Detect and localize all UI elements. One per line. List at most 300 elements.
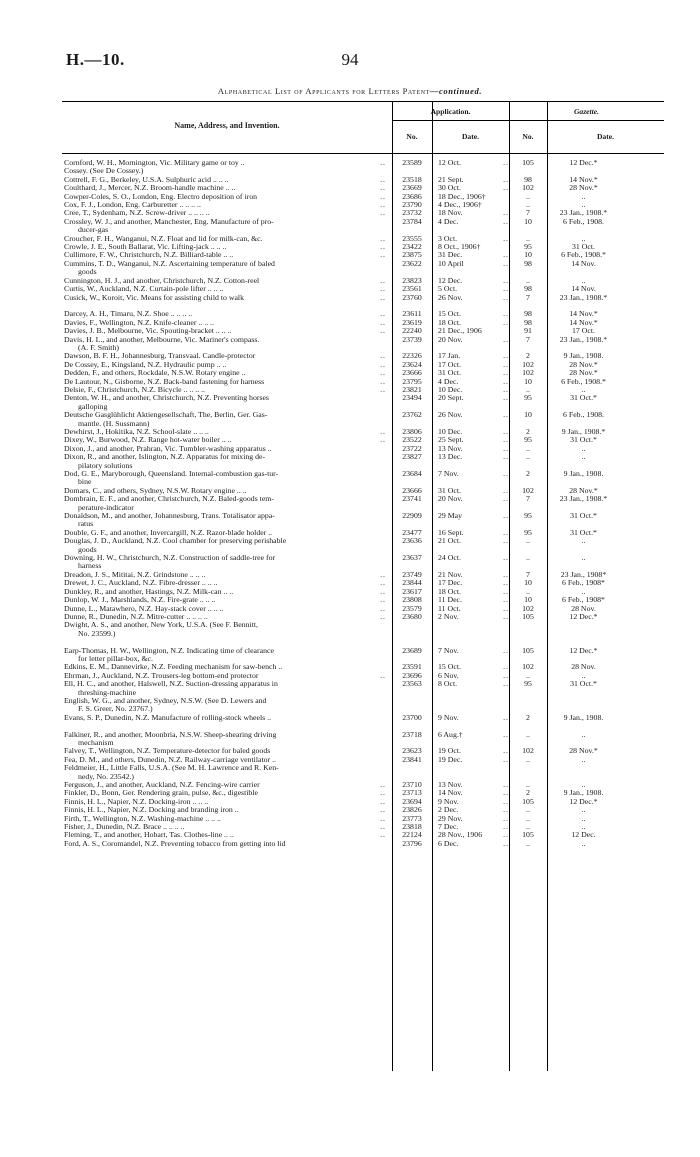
- application-date: 3 Oct.: [438, 233, 458, 243]
- applicant-entry: Dewhirst, J., Hokitika, N.Z. School-slate .. .. ..: [64, 426, 209, 436]
- application-date-cell: [432, 697, 509, 714]
- applicant-entry-continued: pilatory solutions: [78, 460, 133, 470]
- applicant-entry-continued: goods: [78, 544, 97, 554]
- application-no: [392, 764, 432, 781]
- application-no: 22124: [402, 830, 422, 840]
- application-date-cell: [432, 495, 509, 512]
- gazette-date: 23 Jan., 1908.*: [559, 494, 608, 504]
- applicant-entry: Cornford, W. H., Mornington, Vic. Military game or toy ..: [64, 158, 245, 167]
- application-date: 7 Nov.: [438, 645, 459, 655]
- leader-dots: ..: [380, 183, 386, 193]
- table-row: [62, 294, 664, 302]
- application-no: 23749: [402, 569, 422, 579]
- gazette-date: ..: [581, 729, 586, 739]
- applicant-entry: Dedden, F., and others, Rockdale, N.S.W. Rotary engine ..: [64, 368, 246, 378]
- applicant-entry-continued: No. 23599.): [78, 628, 116, 638]
- leader-dots: ..: [380, 242, 386, 252]
- leader-dots: ..: [380, 670, 386, 680]
- applicant-entry: Finnis, H. L., Napier, N.Z. Docking and branding iron ..: [64, 805, 239, 815]
- application-date: 21 Oct.: [438, 536, 461, 546]
- leader-dots: ..: [503, 603, 509, 613]
- gazette-no: 98: [524, 258, 532, 268]
- application-date-cell: [432, 680, 509, 697]
- application-date: 10 April: [438, 258, 464, 268]
- gazette-date: 9 Jan., 1908.: [563, 351, 604, 361]
- gazette-date: 28 Nov.*: [569, 746, 598, 756]
- applicant-entry: Earp-Thomas, H. W., Wellington, N.Z. Indicating time of clearance: [64, 645, 274, 655]
- name-column-header: Name, Address, and Invention.: [174, 121, 280, 130]
- applicant-entry: Fea, D. M., and others, Dunedin, N.Z. Railway-carriage ventilator ..: [64, 754, 276, 764]
- name-cell: [62, 218, 392, 235]
- application-no: 23700: [402, 712, 422, 722]
- applicant-entry-continued: perature-indicator: [78, 502, 134, 512]
- gazette-date: 6 Feb., 1908.*: [561, 250, 606, 260]
- application-no: 23710: [402, 780, 422, 790]
- applicant-entry: Dixey, W., Burwood, N.Z. Range hot-water boiler .. ..: [64, 435, 232, 445]
- leader-dots: ..: [503, 712, 509, 722]
- name-cell: [62, 554, 392, 571]
- application-no: 23617: [402, 586, 422, 596]
- applicant-entry: Fisher, J., Dunedin, N.Z. Brace .. .. .. ..: [64, 822, 185, 832]
- gazette-no: ..: [526, 822, 530, 832]
- application-date: 19 Dec.: [438, 754, 463, 764]
- gazette-no: 98: [524, 284, 532, 294]
- applicant-entry: Croucher, F. H., Wanganui, N.Z. Float and lid for milk-can, &c.: [64, 233, 263, 243]
- leader-dots: ..: [503, 410, 509, 420]
- name-cell: [62, 495, 392, 512]
- gazette-date: ..: [581, 780, 586, 790]
- leader-dots: ..: [380, 250, 386, 260]
- application-date: 7 Nov.: [438, 469, 459, 479]
- application-no: 23718: [402, 729, 422, 739]
- name-cell: [62, 840, 392, 848]
- application-date: 26 Nov.: [438, 292, 463, 302]
- applicant-entry: Denton, W. H., and another, Christchurch, N.Z. Preventing horses: [64, 393, 269, 403]
- gazette-date: ..: [581, 822, 586, 832]
- applicant-entry: Ell, H. C., and another, Halswell, N.Z. Suction-dressing apparatus in: [64, 679, 278, 689]
- applicant-entry: Davis, H. L., and another, Melbourne, Vic. Mariner's compass.: [64, 334, 260, 344]
- leader-dots: ..: [503, 292, 509, 302]
- name-cell: [62, 453, 392, 470]
- gazette-no: 2: [526, 469, 530, 479]
- application-no: 23790: [402, 200, 422, 210]
- application-no: 23739: [402, 334, 422, 344]
- application-no: 23823: [402, 275, 422, 285]
- gazette-no: 10: [524, 250, 532, 260]
- gazette-date: 23 Jan., 1908.*: [559, 208, 608, 218]
- table-row: [62, 218, 664, 235]
- leader-dots: ..: [503, 469, 509, 479]
- table-row: [62, 680, 664, 697]
- leader-dots: ..: [503, 309, 509, 319]
- application-date: 30 Oct.: [438, 183, 461, 193]
- gazette-date: ..: [581, 200, 586, 210]
- name-cell: [62, 512, 392, 529]
- application-date-cell: [432, 537, 509, 554]
- application-date: 21 Sept.: [438, 174, 464, 184]
- leader-dots: ..: [380, 309, 386, 319]
- leader-dots: ..: [503, 233, 509, 243]
- gazette-date: ..: [581, 838, 586, 848]
- gazette-date: ..: [581, 754, 586, 764]
- leader-dots: ..: [503, 788, 509, 798]
- application-date-cell: [432, 764, 509, 781]
- gazette-date: 31 Oct.*: [570, 435, 597, 445]
- gazette-date: 6 Feb., 1908*: [562, 595, 605, 605]
- gazette-date: ..: [581, 805, 586, 815]
- application-date-cell: [432, 756, 509, 764]
- name-cell: [62, 764, 392, 781]
- gazette-date: ..: [581, 233, 586, 243]
- gazette-date: 31 Oct.*: [570, 511, 597, 521]
- leader-dots: ..: [503, 754, 509, 764]
- application-date: 2 Nov.: [438, 611, 459, 621]
- leader-dots: ..: [503, 258, 509, 268]
- application-no: 23669: [402, 183, 422, 193]
- gazette-no: ..: [526, 838, 530, 848]
- page-reference: H.—10.: [66, 50, 125, 69]
- gazette-no: 95: [524, 393, 532, 403]
- gazette-no: [509, 697, 547, 714]
- leader-dots: ..: [503, 384, 509, 394]
- application-no: 23732: [402, 208, 422, 218]
- name-cell: [62, 394, 392, 411]
- caption-text: Alphabetical List of Applicants for Letters Patent: [217, 86, 430, 96]
- application-no: 23422: [402, 242, 422, 252]
- leader-dots: ..: [503, 183, 509, 193]
- gazette-date: 9 Jan., 1908.: [563, 788, 604, 798]
- leader-dots: ..: [380, 780, 386, 790]
- leader-dots: ..: [503, 208, 509, 218]
- gazette-date: 14 Nov.*: [569, 317, 598, 327]
- leader-dots: ..: [503, 527, 509, 537]
- leader-dots: ..: [503, 595, 509, 605]
- applicant-entry: Dixon, J., and another, Prahran, Vic. Tumbler-washing apparatus ..: [64, 443, 272, 453]
- application-date-cell: [432, 260, 509, 277]
- gazette-no: 10: [524, 410, 532, 420]
- application-no: 22326: [402, 351, 422, 361]
- application-no: 23689: [402, 645, 422, 655]
- application-date: 18 Dec., 1906†: [438, 191, 486, 201]
- application-date: 20 Sept.: [438, 393, 464, 403]
- gazette-no: 7: [526, 292, 530, 302]
- gazette-date: 14 Nov.*: [569, 309, 598, 319]
- table-row: [62, 470, 664, 487]
- application-no: 23477: [402, 527, 422, 537]
- application-date: 17 Oct.: [438, 359, 461, 369]
- applicant-entry: Ford, A. S., Coromandel, N.Z. Preventing tobacco from getting into lid: [64, 838, 286, 848]
- table-row: [62, 453, 664, 470]
- applicant-entry: Finkler, D., Bonn, Ger. Rendering grain, pulse, &c., digestible: [64, 788, 258, 798]
- gazette-date: ..: [581, 275, 586, 285]
- applicant-entry: Douglas, J. D., Auckland, N.Z. Cool chamber for preserving perishable: [64, 536, 287, 546]
- application-date: [438, 621, 509, 638]
- name-cell: [62, 411, 392, 428]
- application-no: 23494: [402, 393, 422, 403]
- leader-dots: ..: [380, 376, 386, 386]
- gazette-no: [509, 621, 547, 638]
- application-date-cell: [432, 840, 509, 848]
- application-date: 17 Dec.: [438, 578, 463, 588]
- gazette-date: ..: [581, 384, 586, 394]
- gazette-no: 102: [522, 485, 534, 495]
- application-date-cell: [432, 554, 509, 571]
- leader-dots: ..: [380, 292, 386, 302]
- applicant-entry-continued: galloping: [78, 401, 108, 411]
- application-date: 24 Oct.: [438, 553, 461, 563]
- table-row: [62, 159, 664, 167]
- leader-dots: ..: [503, 494, 509, 504]
- gazette-no: 105: [522, 796, 534, 806]
- applicant-entry: Evans, S. P., Dunedin, N.Z. Manufacture of rolling-stock wheels ..: [64, 712, 272, 722]
- applicant-entry: Domars, C., and others, Sydney, N.S.W. Rotary engine .. ..: [64, 485, 247, 495]
- application-date-cell: [432, 394, 509, 411]
- application-no: [392, 697, 432, 714]
- leader-dots: ..: [503, 452, 509, 462]
- application-date-cell: [432, 470, 509, 487]
- applicant-entry: English, W. G., and another, Sydney, N.S.W. (See D. Lewers and: [64, 695, 267, 705]
- application-no: 23773: [402, 813, 422, 823]
- gazette-no: 102: [522, 183, 534, 193]
- application-date-cell: [432, 647, 509, 664]
- gazette-no: 98: [524, 309, 532, 319]
- application-date: 13 Nov.: [438, 443, 463, 453]
- applicant-entry: Cree, T., Sydenham, N.Z. Screw-driver .. .. .. ..: [64, 208, 210, 218]
- application-date-cell: [432, 411, 509, 428]
- gazette-date: 28 Nov.*: [569, 359, 598, 369]
- leader-dots: ..: [503, 813, 509, 823]
- leader-dots: ..: [503, 662, 509, 672]
- applicant-entry: Edkins, E. M., Dannevirke, N.Z. Feeding mechanism for saw-bench ..: [64, 662, 283, 672]
- applicant-entry: Falkiner, R., and another, Moonbria, N.S.W. Sheep-shearing driving: [64, 729, 277, 739]
- leader-dots: ..: [503, 511, 509, 521]
- applicant-entry: Deutsche Gasglühlicht Aktiengesellschaft, The, Berlin, Ger. Gas-: [64, 410, 268, 420]
- application-date-header: Date.: [461, 132, 480, 141]
- table-row: [62, 697, 664, 714]
- applicant-entry: Dunlop, W. J., Marshlands, N.Z. Fire-grate .. .. ..: [64, 595, 216, 605]
- applicant-entry: Cunnington, H. J., and another, Christchurch, N.Z. Cotton-reel: [64, 275, 260, 285]
- applicant-entry: Cowper-Coles, S. O., London, Eng. Electro deposition of iron: [64, 191, 258, 201]
- table-row: [62, 411, 664, 428]
- applicant-entry-continued: mechanism: [78, 737, 114, 747]
- application-date: 9 Nov.: [438, 796, 459, 806]
- application-date-cell: [432, 453, 509, 470]
- applicant-entry: De Lautour, N., Gisborne, N.Z. Back-band fastening for harness: [64, 376, 265, 386]
- gazette-no: 95: [524, 679, 532, 689]
- gazette-date: 28 Nov.*: [569, 368, 598, 378]
- gazette-no: ..: [526, 670, 530, 680]
- leader-dots: ..: [503, 284, 509, 294]
- gazette-no: 2: [526, 351, 530, 361]
- application-date: 6 Aug.†: [438, 729, 463, 739]
- name-cell: [62, 697, 392, 714]
- leader-dots: ..: [380, 796, 386, 806]
- gazette-no: ..: [526, 191, 530, 201]
- gazette-no: 102: [522, 368, 534, 378]
- gazette-date: 14 Nov.*: [569, 174, 598, 184]
- application-date: 29 May: [438, 511, 463, 521]
- leader-dots: ..: [380, 317, 386, 327]
- application-date: 11 Oct.: [438, 603, 461, 613]
- leader-dots: ..: [380, 351, 386, 361]
- table-row: [62, 554, 664, 571]
- gazette-date: 9 Jan., 1908.: [563, 712, 604, 722]
- leader-dots: ..: [503, 317, 509, 327]
- leader-dots: ..: [503, 393, 509, 403]
- gazette-no: 10: [524, 578, 532, 588]
- leader-dots: ..: [503, 679, 509, 689]
- name-cell: [62, 537, 392, 554]
- application-date: 13 Dec.: [438, 452, 463, 462]
- gazette-no: 7: [526, 334, 530, 344]
- application-date: 28 Nov., 1906: [438, 830, 483, 840]
- applicant-entry-continued: for letter pillar-box, &c.: [78, 653, 153, 663]
- application-no: 23795: [402, 376, 422, 386]
- gazette-no: ..: [526, 780, 530, 790]
- application-no: 23619: [402, 317, 422, 327]
- applicant-entry-continued: mantle. (H. Sussmann): [78, 418, 150, 428]
- application-date: 7 Dec.: [438, 822, 459, 832]
- applicant-entry: Dod, G. E., Maryborough, Queensland. Internal-combustion gas-tur-: [64, 469, 279, 479]
- applicant-entry: Cummins, T. D., Wanganui, N.Z. Ascertaining temperature of baled: [64, 258, 275, 268]
- application-date: 25 Sept.: [438, 435, 464, 445]
- application-date-cell: [432, 336, 509, 353]
- leader-dots: ..: [380, 822, 386, 832]
- caption-continued: —continued.: [429, 86, 483, 96]
- application-no: 23741: [402, 494, 422, 504]
- application-date: 17 Jan.: [438, 351, 461, 361]
- gazette-date: [547, 697, 614, 714]
- leader-dots: ..: [503, 578, 509, 588]
- gazette-date: 28 Nov.*: [569, 183, 598, 193]
- leader-dots: ..: [503, 553, 509, 563]
- applicant-entry: Cottrell, F. G., Berkeley, U.S.A. Sulphuric acid .. .. ..: [64, 174, 229, 184]
- leader-dots: ..: [503, 174, 509, 184]
- leader-dots: ..: [503, 435, 509, 445]
- gazette-no: 105: [522, 611, 534, 621]
- gazette-no: 10: [524, 595, 532, 605]
- gazette-date: 9 Jan., 1908.: [563, 469, 604, 479]
- gazette-date: ..: [581, 452, 586, 462]
- gazette-date: ..: [581, 191, 586, 201]
- gazette-no: 7: [526, 494, 530, 504]
- gazette-date: 28 Nov.*: [569, 485, 598, 495]
- gazette-date: 31 Oct.*: [570, 393, 597, 403]
- leader-dots: ..: [380, 611, 386, 621]
- name-cell: [62, 621, 392, 638]
- application-date: 12 Dec.: [438, 275, 463, 285]
- gazette-date: 12 Dec.*: [569, 645, 598, 655]
- leader-dots: ..: [380, 359, 386, 369]
- gazette-no: 2: [526, 788, 530, 798]
- leader-dots: ..: [503, 351, 509, 361]
- application-date: 4 Dec.: [438, 216, 459, 226]
- leader-dots: ..: [380, 813, 386, 823]
- gazette-date: 23 Jan., 1908.*: [559, 334, 608, 344]
- gazette-no: 95: [524, 242, 532, 252]
- gazette-no: 105: [522, 830, 534, 840]
- applicant-entry: Dunne, R., Dunedin, N.Z. Mitre-cutter .. .. .. ..: [64, 611, 208, 621]
- application-date: 2 Dec.: [438, 805, 459, 815]
- leader-dots: ..: [380, 191, 386, 201]
- gazette-date: 17 Oct.: [572, 326, 595, 336]
- gazette-date: 31 Oct.: [572, 242, 595, 252]
- leader-dots: ..: [503, 334, 509, 344]
- table-row: [62, 764, 664, 781]
- applicant-entry: Cossey. (See De Cossey.): [64, 166, 144, 176]
- name-cell: [62, 294, 392, 302]
- table-row: [62, 537, 664, 554]
- leader-dots: ..: [503, 838, 509, 848]
- application-no: 23622: [402, 258, 422, 268]
- gazette-no: ..: [526, 586, 530, 596]
- applicant-entry: Fleming, T., and another, Hobart, Tas. Clothes-line .. ..: [64, 830, 234, 840]
- gazette-no: ..: [526, 729, 530, 739]
- applicant-entry-continued: ratus: [78, 519, 94, 529]
- application-no: 23844: [402, 578, 422, 588]
- leader-dots: ..: [380, 275, 386, 285]
- application-no: 23518: [402, 174, 422, 184]
- application-no: 23784: [402, 216, 422, 226]
- application-no: 23522: [402, 435, 422, 445]
- application-date: 15 Oct.: [438, 662, 461, 672]
- application-date: 21 Nov.: [438, 569, 463, 579]
- gazette-no: ..: [526, 443, 530, 453]
- leader-dots: ..: [380, 284, 386, 294]
- leader-dots: ..: [503, 611, 509, 621]
- leader-dots: ..: [503, 275, 509, 285]
- leader-dots: ..: [503, 586, 509, 596]
- gazette-date: [547, 764, 614, 781]
- gazette-no: 102: [522, 662, 534, 672]
- application-date-cell: [432, 714, 509, 722]
- applicant-entry: Dunkley, R., and another, Hastings, N.Z. Milk-can .. ..: [64, 586, 234, 596]
- leader-dots: ..: [503, 670, 509, 680]
- gazette-no: 98: [524, 317, 532, 327]
- applicant-entry: Firth, T., Wellington, N.Z. Washing-machine .. .. ..: [64, 813, 221, 823]
- gazette-date: ..: [581, 586, 586, 596]
- application-no: 23808: [402, 595, 422, 605]
- leader-dots: ..: [380, 595, 386, 605]
- application-date: 8 Oct., 1906†: [438, 242, 481, 252]
- application-date: 20 Nov.: [438, 494, 463, 504]
- page-number: 94: [341, 50, 359, 69]
- gazette-no: ..: [526, 754, 530, 764]
- gazette-no: 105: [522, 158, 534, 167]
- gazette-no-header: No.: [522, 132, 534, 141]
- application-no: 23760: [402, 292, 422, 302]
- application-no: 23818: [402, 822, 422, 832]
- application-no: 23827: [402, 452, 422, 462]
- leader-dots: ..: [503, 569, 509, 579]
- gazette-no: ..: [526, 200, 530, 210]
- applicant-entry: Cullimore, F. W., Christchurch, N.Z. Billiard-table .. ..: [64, 250, 234, 260]
- application-date: 29 Nov.: [438, 813, 463, 823]
- applicant-entry: Davies, J. B., Melbourne, Vic. Spouting-bracket .. .. ..: [64, 326, 232, 336]
- applicant-entry: Crossley, W. J., and another, Manchester, Eng. Manufacture of pro-: [64, 216, 274, 226]
- application-date: 10 Dec.: [438, 426, 463, 436]
- leader-dots: ..: [503, 359, 509, 369]
- application-header: Application.: [430, 107, 471, 116]
- application-no: 23694: [402, 796, 422, 806]
- leader-dots: ..: [503, 746, 509, 756]
- application-date-cell: [432, 621, 509, 638]
- application-date: 11 Dec.: [438, 595, 462, 605]
- table-row: [62, 394, 664, 411]
- application-date: 19 Oct.: [438, 746, 461, 756]
- application-date-cell: [432, 613, 509, 621]
- application-no: 23821: [402, 384, 422, 394]
